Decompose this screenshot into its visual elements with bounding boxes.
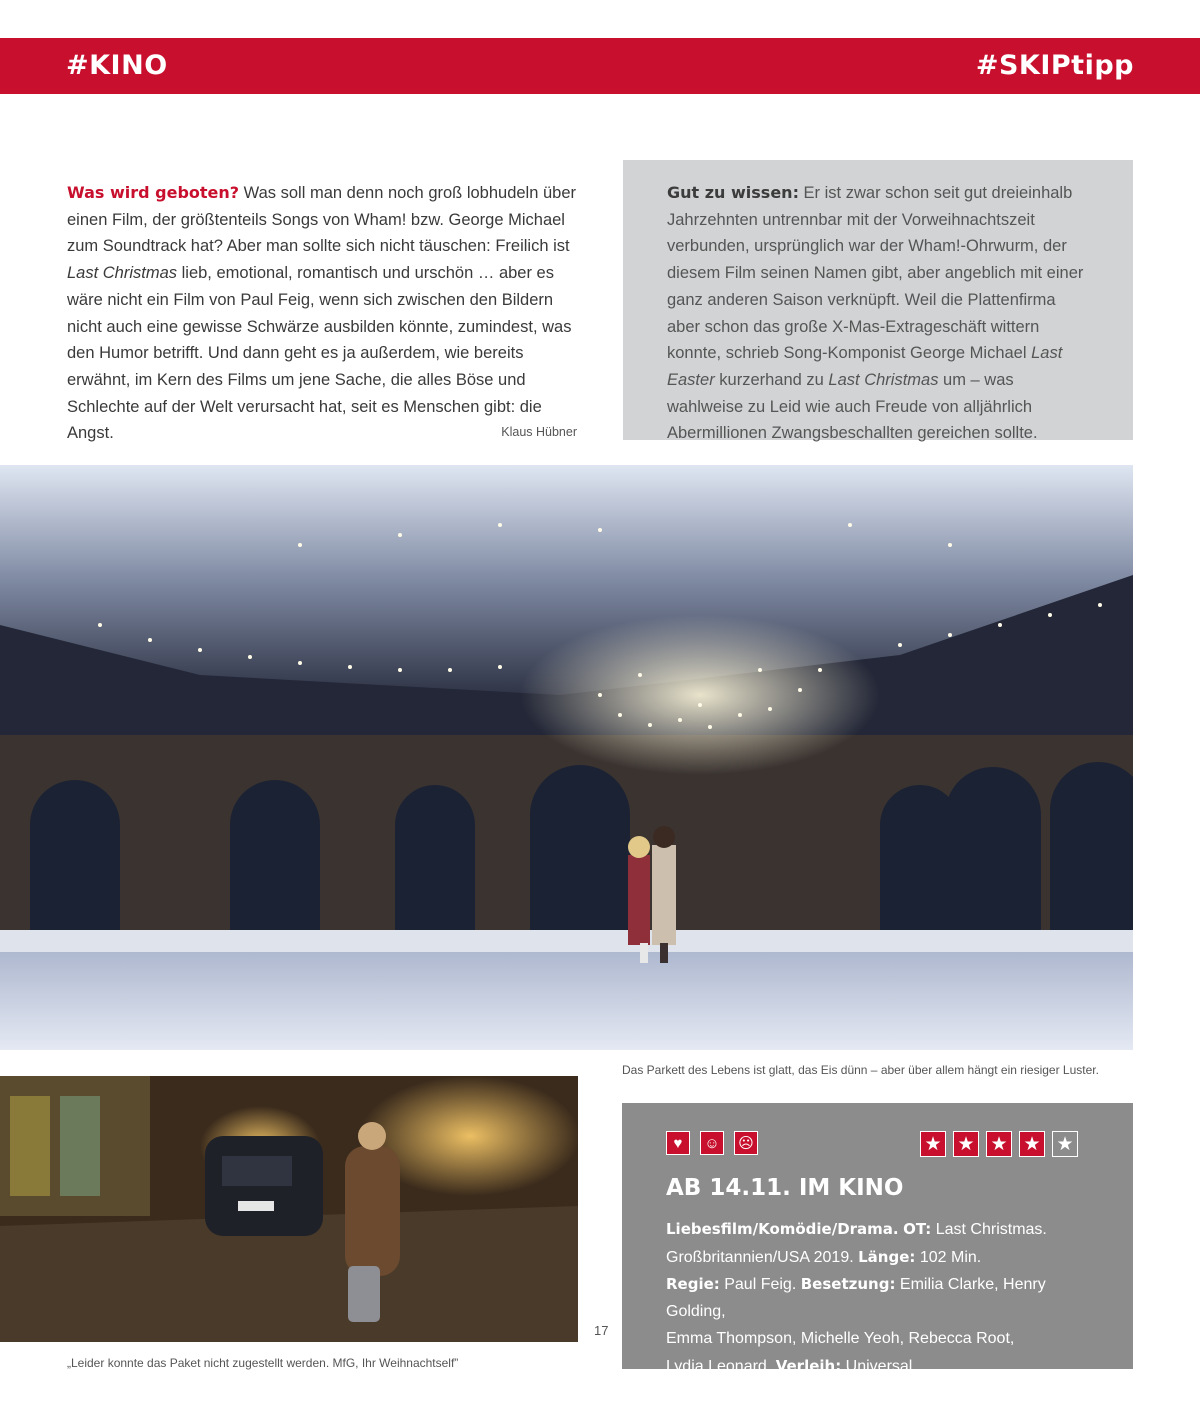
director-label: Regie:: [666, 1275, 720, 1294]
director: Paul Feig.: [724, 1276, 797, 1294]
length-label: Länge:: [858, 1247, 916, 1266]
cast-label: Besetzung:: [800, 1275, 896, 1294]
info-part-1: Er ist zwar schon seit gut dreieinhalb Jahrzehnten untrennbar mit der Vorweihnachtszeit verbunden, ursprünglich war der Wham!-Ohrwurm, der diesem Film seinen Namen gibt, aber angeblich mit einer ganz anderen Saison verknüpft. Weil die Plattenfirma aber schon das große X-Mas-Extrageschäft wittern konnte, schrieb Song-Komponist George Michael: [667, 184, 1084, 363]
street-photo: [0, 1076, 578, 1342]
author: Klaus Hübner: [501, 425, 577, 439]
page-number: 17: [594, 1323, 609, 1338]
article-text: [67, 180, 577, 447]
star-filled-icon: ★: [1019, 1131, 1045, 1157]
genre: Liebesfilm/Komödie/Drama.: [666, 1220, 899, 1238]
star-rating: [920, 1131, 1078, 1157]
cast-3: Lydia Leonard.: [666, 1357, 772, 1375]
star-empty-icon: ★: [1052, 1131, 1078, 1157]
rating-box: [622, 1103, 1133, 1375]
main-photo-caption: Das Parkett des Lebens ist glatt, das Eis dünn – aber über allem hängt ein riesiger Luster.: [622, 1063, 1099, 1077]
cast-2: Emma Thompson, Michelle Yeoh, Rebecca Root,: [666, 1329, 1015, 1347]
distributor-label: Verleih:: [775, 1356, 842, 1375]
star-filled-icon: ★: [986, 1131, 1012, 1157]
star-filled-icon: ★: [920, 1131, 946, 1157]
ice-rink-photo: [0, 465, 1133, 1050]
info-part-3: um – was wahlweise zu Leid wie auch Freude von alljährlich Abermillionen Zwangsbeschallten gereichen sollte.: [667, 370, 1038, 443]
release-date: AB 14.11. IM KINO: [666, 1175, 904, 1201]
original-title: Last Christmas.: [935, 1221, 1047, 1238]
info-part-2: kurzerhand zu: [714, 370, 829, 389]
info-title-b: Last Christmas: [828, 370, 939, 389]
ot-label: OT:: [903, 1220, 932, 1238]
country-year: Großbritannien/USA 2019.: [666, 1248, 854, 1266]
info-box: [623, 160, 1133, 443]
star-filled-icon: ★: [953, 1131, 979, 1157]
comedy-mask-icon: ☺: [700, 1131, 724, 1155]
article-part-2: lieb, emotional, romantisch und urschön … aber es wäre nicht ein Film von Paul Feig, wenn sich zwischen den Bildern nicht auch eine gewisse Schwärze ausbilden könnte, zumindest, was den Humor betrifft. Und dann geht es ja außerdem, wie bereits erwähnt, im Kern des Films um jene Sache, die alles Böse und Schlechte auf der Welt verursacht hat, seit es Menschen gibt: die Angst.: [67, 264, 572, 443]
tip-label: #SKIPtipp: [975, 50, 1134, 81]
film-facts: [666, 1216, 1106, 1380]
info-lead: Gut zu wissen:: [667, 183, 799, 202]
distributor: Universal.: [845, 1357, 917, 1375]
heart-icon: ♥: [666, 1131, 690, 1155]
drama-mask-icon: ☹: [734, 1131, 758, 1155]
section-header: [0, 38, 1200, 94]
section-label: #KINO: [66, 50, 168, 81]
article-lead: Was wird geboten?: [67, 183, 240, 202]
info-title-a: Last Easter: [667, 344, 1063, 389]
article-part-1: Was soll man denn noch groß lobhudeln über einen Film, der größtenteils Songs von Wham! bzw. George Michael zum Soundtrack hat? Aber man sollte sich nicht täuschen: Freilich ist: [67, 184, 576, 256]
length: 102 Min.: [919, 1248, 982, 1266]
article-film-title: Last Christmas: [67, 264, 178, 283]
genre-icons: [666, 1131, 758, 1155]
cast-1: Emilia Clarke, Henry Golding,: [666, 1276, 1046, 1321]
street-photo-caption: „Leider konnte das Paket nicht zugestellt werden. MfG, Ihr Weihnachtself”: [67, 1356, 459, 1370]
